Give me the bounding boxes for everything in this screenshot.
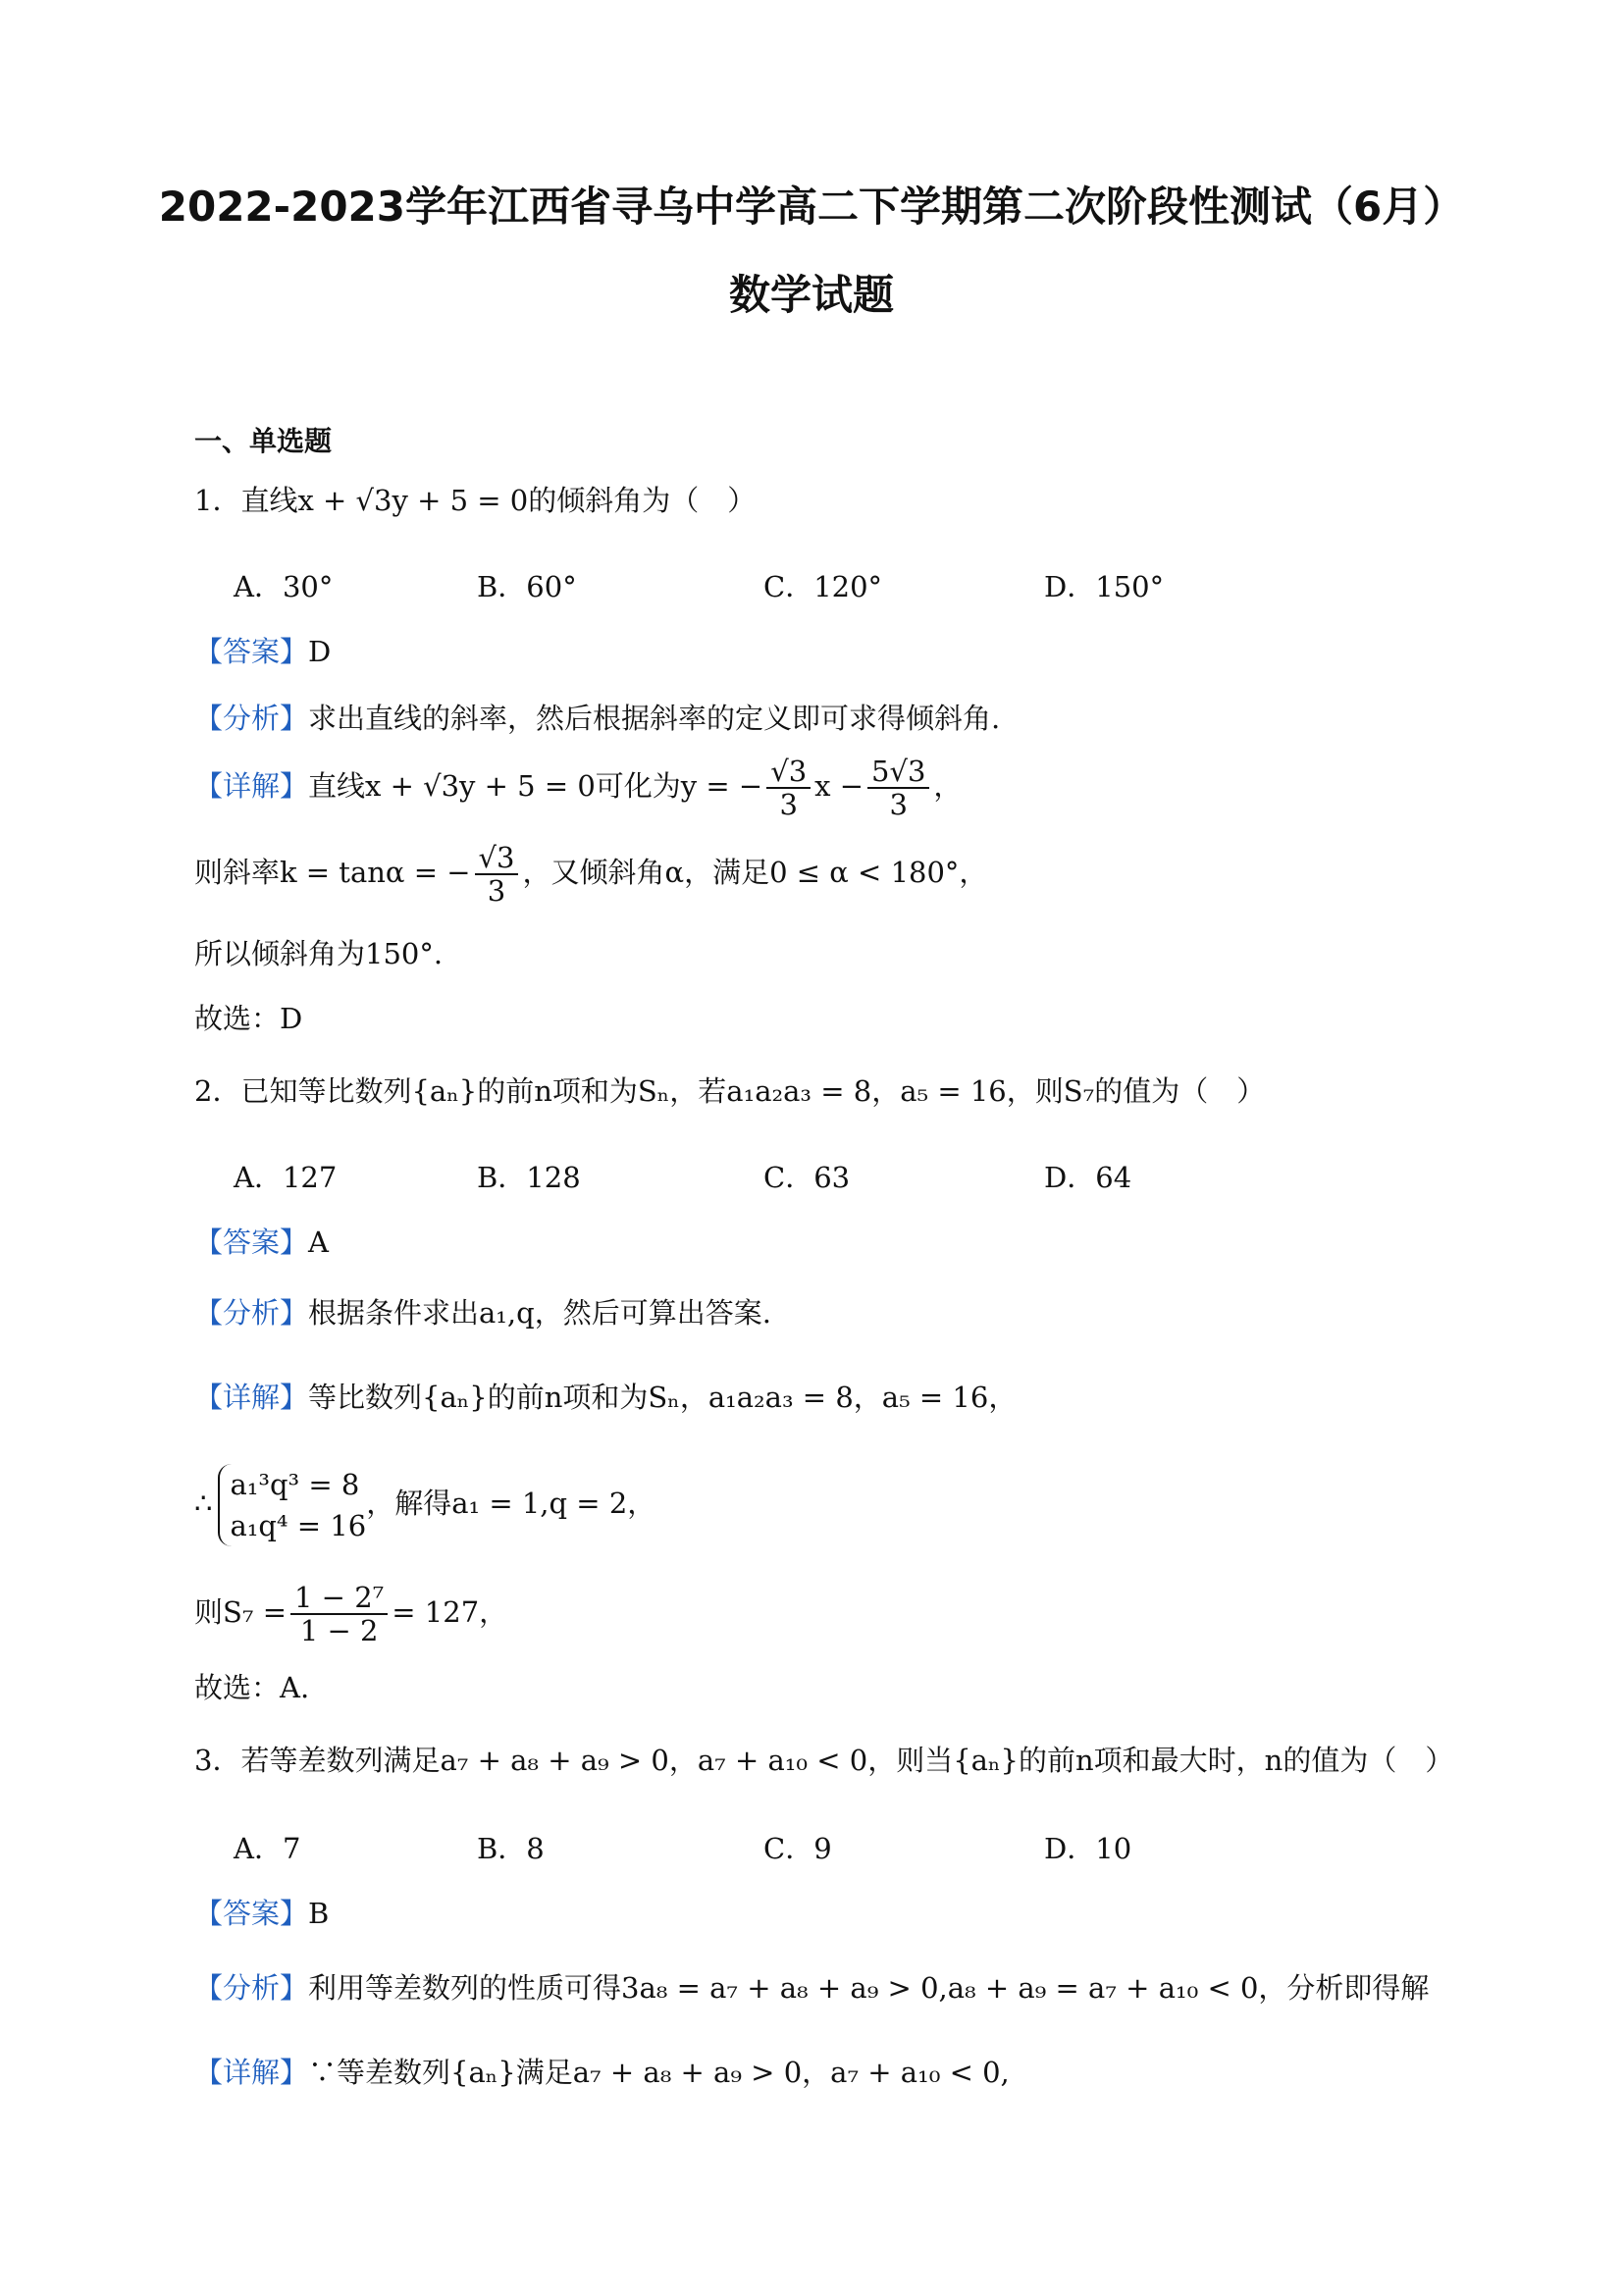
- q3-option-b: B．8: [477, 1832, 545, 1865]
- q3-answer: [194, 1894, 329, 1933]
- q2-eq-1: a₁³q³ = 8: [230, 1468, 360, 1501]
- q1-answer: [194, 632, 331, 671]
- therefore-symbol: ∴: [194, 1487, 213, 1520]
- q1-frac-1-num: √3: [766, 756, 811, 789]
- q2-analysis: [194, 1293, 771, 1332]
- q2-answer-value: A: [308, 1226, 329, 1259]
- q2-s7-pre: 则S₇ =: [194, 1595, 288, 1629]
- q3-option-d: D．10: [1044, 1832, 1132, 1865]
- detail-tag: 【详解】: [194, 1381, 309, 1414]
- answer-tag: 【答案】: [194, 1226, 309, 1259]
- q1-conclusion: 所以倾斜角为150°.: [194, 937, 444, 970]
- q2-detail: [194, 1378, 1017, 1417]
- detail-tag: 【详解】: [194, 2056, 309, 2089]
- analysis-tag: 【分析】: [194, 1296, 309, 1330]
- q2-eq-2: a₁q⁴ = 16: [230, 1509, 367, 1542]
- q2-option-b: B．128: [477, 1161, 581, 1194]
- q1-detail: [194, 756, 962, 820]
- q1-option-a: A．30°: [234, 570, 334, 603]
- q3-answer-value: B: [308, 1897, 330, 1930]
- q1-slope-frac-den: 3: [487, 874, 506, 908]
- title-line-1: 2022-2023学年江西省寻乌中学高二下学期第二次阶段性测试（6月）: [158, 183, 1465, 231]
- q1-frac-2-den: 3: [889, 788, 908, 821]
- q1-slope-line: [194, 842, 987, 907]
- q1-slope-post: ，又倾斜角α，满足0 ≤ α < 180°，: [522, 856, 988, 889]
- q1-slope-frac-num: √3: [475, 842, 519, 875]
- q2-solution: ，解得a₁ = 1,q = 2，: [366, 1487, 656, 1520]
- q1-detail-pre: 直线x + √3y + 5 = 0可化为y = −: [308, 769, 763, 803]
- title-line-2: 数学试题: [728, 271, 894, 319]
- q3-detail-text: ∵等差数列{aₙ}满足a₇ + a₈ + a₉ > 0，a₇ + a₁₀ < 0,: [308, 2056, 1010, 2089]
- q2-s7-post: = 127，: [392, 1595, 508, 1629]
- q2-option-a: A．127: [234, 1161, 338, 1194]
- q2-s7-frac-den: 1 − 2: [299, 1614, 379, 1647]
- analysis-tag: 【分析】: [194, 702, 309, 735]
- q1-slope-pre: 则斜率k = tanα = −: [194, 856, 471, 889]
- q1-slope-frac: [475, 842, 519, 907]
- q2-option-c: C．63: [763, 1161, 851, 1194]
- analysis-tag: 【分析】: [194, 1971, 309, 2005]
- q1-choose: 故选：D: [194, 1002, 303, 1035]
- q3-analysis: [194, 1968, 1429, 2008]
- q3-analysis-text: 利用等差数列的性质可得3a₈ = a₇ + a₈ + a₉ > 0,a₈ + a₉ = a₇ + a₁₀ < 0，分析即得解: [308, 1971, 1430, 2005]
- q2-s7-frac: [290, 1582, 388, 1646]
- q1-frac-1-den: 3: [779, 788, 798, 821]
- q2-equation-system: [218, 1464, 366, 1546]
- q2-stem: 2．已知等比数列{aₙ}的前n项和为Sₙ，若a₁a₂a₃ = 8，a₅ = 16，则S₇的值为（ ）: [194, 1074, 1266, 1108]
- q3-stem: 3．若等差数列满足a₇ + a₈ + a₉ > 0，a₇ + a₁₀ < 0，则当{aₙ}的前n项和最大时，n的值为（ ）: [194, 1744, 1454, 1777]
- q1-detail-mid: x −: [814, 769, 864, 803]
- q2-answer: [194, 1223, 329, 1262]
- q2-option-d: D．64: [1044, 1161, 1132, 1194]
- q1-stem: 1．直线x + √3y + 5 = 0的倾斜角为（ ）: [194, 484, 757, 517]
- q1-detail-frac-2: [867, 756, 929, 820]
- q1-detail-post: ，: [933, 769, 963, 803]
- q1-analysis-text: 求出直线的斜率，然后根据斜率的定义即可求得倾斜角.: [308, 702, 1001, 735]
- q2-system-line: [194, 1464, 655, 1546]
- section-heading: 一、单选题: [194, 425, 333, 457]
- answer-tag: 【答案】: [194, 1897, 309, 1930]
- q2-choose: 故选：A.: [194, 1671, 310, 1704]
- q1-detail-frac-1: [766, 756, 811, 820]
- q2-analysis-text: 根据条件求出a₁,q，然后可算出答案.: [308, 1296, 771, 1330]
- q1-option-c: C．120°: [763, 570, 883, 603]
- q1-option-d: D．150°: [1044, 570, 1165, 603]
- answer-tag: 【答案】: [194, 635, 309, 668]
- q2-detail-text: 等比数列{aₙ}的前n项和为Sₙ，a₁a₂a₃ = 8，a₅ = 16，: [308, 1381, 1018, 1414]
- q1-frac-2-num: 5√3: [867, 756, 929, 789]
- q2-s7-line: [194, 1582, 507, 1646]
- q1-answer-value: D: [308, 635, 332, 668]
- q1-analysis: [194, 699, 1000, 738]
- q2-s7-frac-num: 1 − 2⁷: [290, 1582, 388, 1615]
- q3-option-a: A．7: [234, 1832, 301, 1865]
- q1-option-b: B．60°: [477, 570, 577, 603]
- detail-tag: 【详解】: [194, 769, 309, 803]
- q3-option-c: C．9: [763, 1832, 832, 1865]
- q3-detail: [194, 2053, 1010, 2092]
